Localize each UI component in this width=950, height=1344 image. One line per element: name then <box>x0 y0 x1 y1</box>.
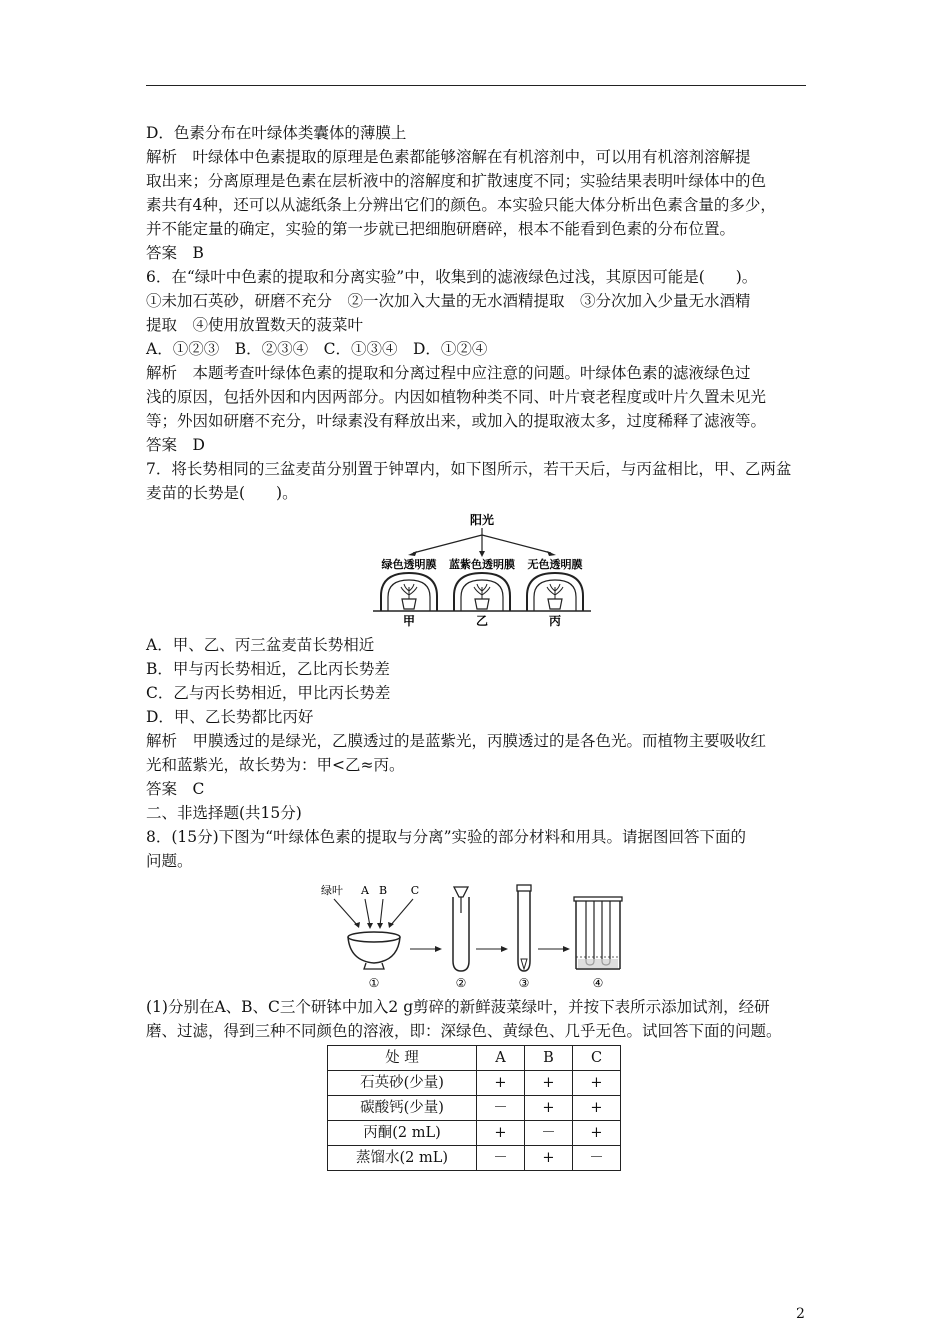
bell-jar-jia <box>381 573 437 611</box>
mortar-icon <box>348 932 400 969</box>
q6-answer: 答案 D <box>146 436 205 454</box>
table-cell: 丙酮(2 mL) <box>328 1121 477 1146</box>
section-heading: 二、非选择题(共15分) <box>146 804 302 822</box>
funnel-tube-icon <box>453 887 469 971</box>
q6-analysis-line: 解析 本题考查叶绿体色素的提取和分离过程中应注意的问题。叶绿体色素的滤液绿色过 <box>146 364 751 382</box>
reagent-table <box>327 1045 621 1171</box>
header-rule <box>146 85 806 86</box>
table-header-cell: C <box>573 1046 621 1071</box>
table-row <box>328 1121 621 1146</box>
q7-analysis-line: 光和蓝紫光，故长势为：甲<乙≈丙。 <box>146 756 405 774</box>
pot-label-jia: 甲 <box>402 614 416 628</box>
q7-stem: 7．将长势相同的三盆麦苗分别置于钟罩内，如下图所示，若干天后，与丙盆相比，甲、乙两盆 <box>146 460 792 478</box>
q6-items: 提取 ④使用放置数天的菠菜叶 <box>146 316 364 334</box>
table-cell: + <box>525 1071 573 1096</box>
table-cell: 石英砂(少量) <box>328 1071 477 1096</box>
membrane-label-blue-violet: 蓝紫色透明膜 <box>449 558 515 571</box>
q7-option-b: B．甲与丙长势相近，乙比丙长势差 <box>146 660 390 678</box>
table-row <box>328 1096 621 1121</box>
table-cell: － <box>573 1146 621 1171</box>
step-label-2: ② <box>455 976 467 990</box>
table-cell: + <box>573 1121 621 1146</box>
input-arrows <box>334 899 413 926</box>
table-header-cell: 处 理 <box>328 1046 477 1071</box>
bell-jar-figure <box>371 511 593 629</box>
step-label-1: ① <box>368 976 380 990</box>
q7-answer: 答案 C <box>146 780 205 798</box>
pot-label-bing: 丙 <box>548 614 562 628</box>
table-header-row <box>328 1046 621 1071</box>
q7-option-a: A．甲、乙、丙三盆麦苗长势相近 <box>146 636 375 654</box>
membrane-label-colorless: 无色透明膜 <box>527 558 583 571</box>
bell-jar-yi <box>454 573 510 611</box>
q6-items: ①未加石英砂，研磨不充分 ②一次加入大量的无水酒精提取 ③分次加入少量无水酒精 <box>146 292 751 310</box>
q7-option-d: D．甲、乙长势都比丙好 <box>146 708 314 726</box>
sunlight-label: 阳光 <box>469 513 495 527</box>
q5-analysis-line: 素共有4种，还可以从滤纸条上分辨出它们的颜色。本实验只能大体分析出色素含量的多少， <box>146 196 776 214</box>
test-tube-icon <box>517 885 531 971</box>
q7-option-c: C．乙与丙长势相近，甲比丙长势差 <box>146 684 391 702</box>
table-cell: － <box>477 1146 525 1171</box>
input-label-b: B <box>378 884 388 897</box>
table-header-cell: A <box>477 1046 525 1071</box>
table-cell: 碳酸钙(少量) <box>328 1096 477 1121</box>
q8-stem: 8．(15分)下图为“叶绿体色素的提取与分离”实验的部分材料和用具。请据图回答下面的 <box>146 828 747 846</box>
q7-analysis-line: 解析 甲膜透过的是绿光，乙膜透过的是蓝紫光，丙膜透过的是各色光。而植物主要吸收红 <box>146 732 767 750</box>
q6-stem: 6．在“绿叶中色素的提取和分离实验”中，收集到的滤液绿色过浅，其原因可能是( )。 <box>146 268 758 286</box>
table-row <box>328 1071 621 1096</box>
input-label-c: C <box>410 884 420 897</box>
page-number: 2 <box>796 1306 805 1322</box>
page-content <box>146 121 814 1171</box>
table-cell: － <box>525 1121 573 1146</box>
table-cell: + <box>525 1096 573 1121</box>
table-row <box>328 1146 621 1171</box>
bell-jar-bing <box>527 573 583 611</box>
table-cell: + <box>573 1096 621 1121</box>
table-cell: － <box>477 1096 525 1121</box>
table-cell: 蒸馏水(2 mL) <box>328 1146 477 1171</box>
pot-label-yi: 乙 <box>475 614 489 628</box>
q8-sub1: 磨、过滤，得到三种不同颜色的溶液，即：深绿色、黄绿色、几乎无色。试回答下面的问题。 <box>146 1022 782 1040</box>
q6-analysis-line: 浅的原因，包括外因和内因两部分。内因如植物种类不同、叶片衰老程度或叶片久置未见光 <box>146 388 767 406</box>
table-cell: + <box>477 1071 525 1096</box>
input-label-a: A <box>361 884 369 897</box>
q5-analysis-line: 解析 叶绿体中色素提取的原理是色素都能够溶解在有机溶剂中，可以用有机溶剂溶解提 <box>146 148 751 166</box>
q6-options: A．①②③ B．②③④ C．①③④ D．①②④ <box>146 340 488 358</box>
table-cell: + <box>525 1146 573 1171</box>
table-header-cell: B <box>525 1046 573 1071</box>
q8-stem: 问题。 <box>146 852 193 870</box>
chromatography-beaker-icon <box>574 897 622 969</box>
q7-stem: 麦苗的长势是( )。 <box>146 484 298 502</box>
q5-option-d: D．色素分布在叶绿体类囊体的薄膜上 <box>146 124 407 142</box>
input-label-leaf: 绿叶 <box>321 884 343 897</box>
table-cell: + <box>477 1121 525 1146</box>
extraction-apparatus-figure <box>318 881 638 991</box>
q8-sub1: (1)分别在A、B、C三个研钵中加入2 g剪碎的新鲜菠菜绿叶，并按下表所示添加试剂，经研 <box>146 998 770 1016</box>
step-label-4: ④ <box>592 976 604 990</box>
q5-analysis-line: 并不能定量的确定，实验的第一步就已把细胞研磨碎，根本不能看到色素的分布位置。 <box>146 220 736 238</box>
q5-analysis-line: 取出来；分离原理是色素在层析液中的溶解度和扩散速度不同；实验结果表明叶绿体中的色 <box>146 172 767 190</box>
step-label-3: ③ <box>518 976 530 990</box>
q6-analysis-line: 等；外因如研磨不充分，叶绿素没有释放出来，或加入的提取液太多，过度稀释了滤液等。 <box>146 412 767 430</box>
table-cell: + <box>573 1071 621 1096</box>
q5-answer: 答案 B <box>146 244 204 262</box>
membrane-label-green: 绿色透明膜 <box>381 558 437 571</box>
